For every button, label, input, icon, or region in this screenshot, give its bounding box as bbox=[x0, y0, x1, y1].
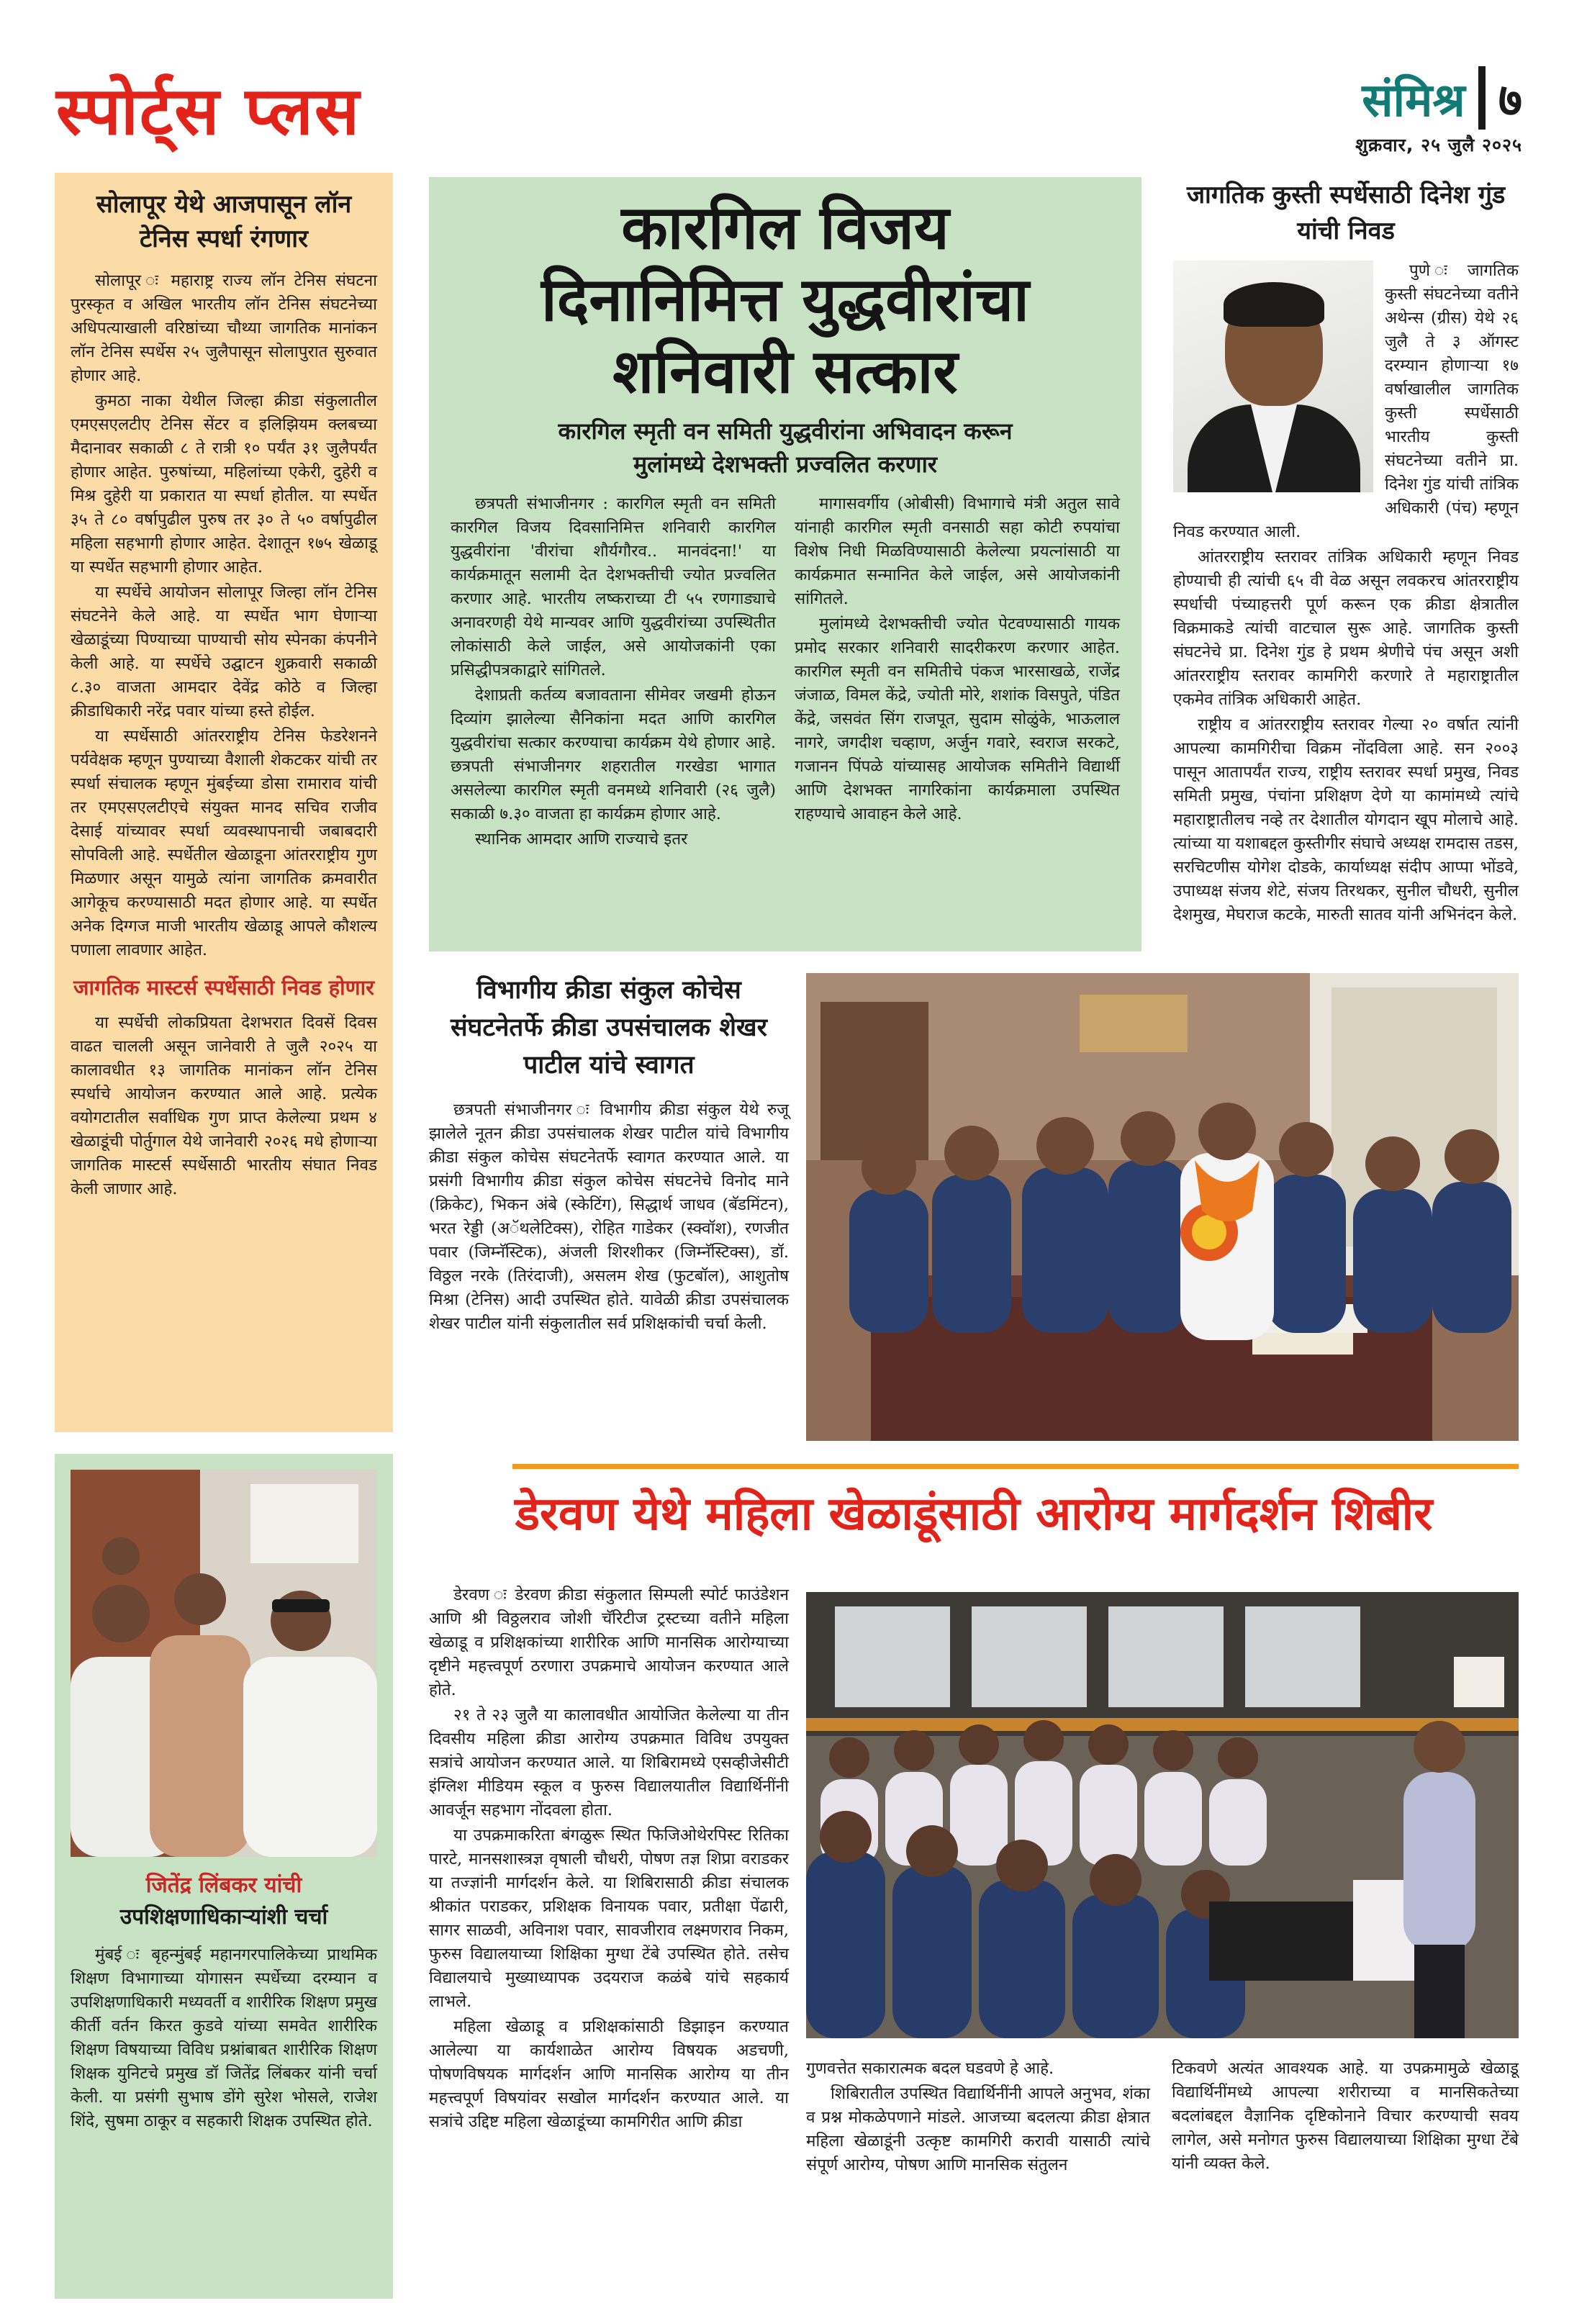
paragraph: महिला खेळाडू व प्रशिक्षकांसाठी डिझाइन करण्यात आलेल्या या कार्यशाळेत आरोग्य विषयक अडचणी, पोषणविषयक मार्गदर्शन आणि मानसिक आरोग्य या तीन महत्त्वपूर्ण विषयांवर सखोल मार्गदर्शन करण्यात आले. या सत्रांचे उद्दिष्ट महिला खेळाडूंच्या कामगिरीत आणि क्रीडा bbox=[429, 2017, 789, 2131]
dateline: शुक्रवार, २५ जुलै २०२५ bbox=[1355, 135, 1522, 155]
coaches-welcome-photo bbox=[806, 973, 1519, 1441]
paragraph: देशाप्रती कर्तव्य बजावताना सीमेवर जखमी होऊन दिव्यांग झालेल्या सैनिकांना मदत आणि कारगिल युद्धवीरांचा सत्कार करण्याचा कार्यक्रम येथे होणार आहे. छत्रपती संभाजीनगर शहरातील गरखेडा भागात असलेल्या कारगिल स्मृती वनमध्ये शनिवारी (२६ जुलै) सकाळी ७.३० वाजता हा कार्यक्रम होणार आहे. bbox=[451, 686, 776, 823]
tennis-body bbox=[71, 269, 377, 962]
coaches-body bbox=[429, 1098, 789, 1336]
derwan-column-1 bbox=[429, 1583, 789, 2303]
paragraph: आंतरराष्ट्रीय स्तरावर तांत्रिक अधिकारी म्हणून निवड होण्याची ही त्यांची ६५ वी वेळ असून लवकरच आंतरराष्ट्रीय स्पर्धाची पंच्याहत्तरी पूर्ण करून एक क्रीडा क्षेत्रातील विक्रमाकडे त्यांची वाटचाल सुरू आहे. जागतिक कुस्ती संघटनेचे प्रा. दिनेश गुंड हे प्रथम श्रेणीचे पंच असून अशी आंतरराष्ट्रीय स्तरावर कामगिरी करणारे ते महाराष्ट्रातील एकमेव तांत्रिक अधिकारी आहेत. bbox=[1173, 548, 1519, 709]
headline-line: दिनानिमित्त युद्धवीरांचा bbox=[541, 264, 1029, 335]
paragraph: स्थानिक आमदार आणि राज्याचे इतर bbox=[475, 830, 688, 849]
tennis-subheading: जागतिक मास्टर्स स्पर्धेसाठी निवड होणार bbox=[73, 975, 374, 1000]
paragraph: गुणवत्तेत सकारात्मक बदल घडवणे हे आहे. bbox=[806, 2059, 1054, 2078]
limbkar-article bbox=[55, 1454, 393, 2299]
kargil-columns bbox=[451, 492, 1120, 853]
coaches-photo-illustration bbox=[806, 973, 1519, 1441]
derwan-column-2 bbox=[806, 2057, 1150, 2179]
paragraph: मुलांमध्ये देशभक्तीची ज्योत पेटवण्यासाठी गायक प्रमोद सरकार शनिवारी सादरीकरण करणार आहेत. कारगिल स्मृती वन समितीचे पंकज भारसाखळे, राजेंद्र जंजाळ, विमल केंद्रे, ज्योती मोरे, शशांक विसपुते, पंडित केंद्रे, जसवंत सिंग राजपूत, सुदाम सोळुंके, भाऊलाल नागरे, जगदीश चव्हाण, अर्जुन गवारे, स्वराज सरकटे, गजानन पिंपळे यांच्यासह आयोजक समितीने विद्यार्थी आणि देशभक्त नागरिकांना कार्यक्रमाला उपस्थित राहण्याचे आवाहन केले आहे. bbox=[795, 615, 1120, 823]
paragraph: टिकवणे अत्यंत आवश्यक आहे. या उपक्रमामुळे खेळाडू विद्यार्थिनींमध्ये आपल्या शरीराच्या व मानसिकतेच्या बदलांबद्दल वैज्ञानिक दृष्टिकोनाने विचार करण्याची सवय लागेल, असे मनोगत फुरुस विद्यालयाच्या शिक्षिका मुग्धा टेंबे यांनी व्यक्त केले. bbox=[1172, 2059, 1519, 2173]
derwan-headline: डेरवण येथे महिला खेळाडूंसाठी आरोग्य मार्गदर्शन शिबीर bbox=[515, 1488, 1433, 1541]
subheadline-line: मुलांमध्ये देशभक्ती प्रज्वलित करणार bbox=[633, 451, 937, 478]
tennis-article bbox=[55, 173, 393, 1432]
paragraph: मागासवर्गीय (ओबीसी) विभागाचे मंत्री अतुल सावे यांनाही कारगिल स्मृती वनसाठी सहा कोटी रुपयांचा विशेष निधी मिळविण्यासाठी केलेल्या प्रयत्नांसाठी या कार्यक्रमात सन्मानित केले जाईल, असे आयोजकांनी सांगितले. bbox=[795, 494, 1120, 608]
paragraph: कुमठा नाका येथील जिल्हा क्रीडा संकुलातील एमएसएलटीए टेनिस सेंटर व इलिझियम क्लबच्या मैदानावर सकाळी ८ ते रात्री १० पर्यंत ३१ जुलैपर्यंत होणार आहेत. पुरुषांच्या, महिलांच्या एकेरी, दुहेरी व मिश्र दुहेरी या प्रकारात या स्पर्धा होतील. या स्पर्धेत ३५ ते ८० वर्षापुढील पुरुष तर ३० ते ५० वर्षापुढील महिला सहभागी होणार आहेत. देशातून १७५ खेळाडू या स्पर्धेत सहभागी होणार आहेत. bbox=[71, 392, 377, 577]
paragraph: डेरवण ः डेरवण क्रीडा संकुलात सिम्पली स्पोर्ट फाउंडेशन आणि श्री विठ्ठलराव जोशी चॅरिटीज ट्रस्टच्या वतीने महिला खेळाडू व प्रशिक्षकांच्या शारीरिक आणि मानसिक आरोग्याच्या दृष्टीने महत्त्वपूर्ण ठरणारा उपक्रमाचे आयोजन करण्यात आले होते. bbox=[429, 1586, 789, 1699]
coaches-headline: विभागीय क्रीडा संकुल कोचेस संघटनेतर्फे क्रीडा उपसंचालक शेखर पाटील यांचे स्वागत bbox=[450, 976, 767, 1080]
headline-line: कारगिल विजय bbox=[621, 192, 949, 263]
derwan-camp-photo bbox=[806, 1592, 1519, 2038]
masthead-title: स्पोर्ट्स प्लस bbox=[56, 73, 361, 150]
kargil-headline bbox=[451, 191, 1120, 407]
wrestling-headline: जागतिक कुस्ती स्पर्धेसाठी दिनेश गुंड यांची निवड bbox=[1186, 181, 1506, 245]
section-divider-rule bbox=[512, 1464, 1519, 1469]
paragraph: पुणे ः जागतिक कुस्ती संघटनेच्या वतीने अथेन्स (ग्रीस) येथे २६ जुलै ते ३ ऑगस्ट दरम्यान होणाऱ्या १७ वर्षाखालील जागतिक कुस्ती स्पर्धेसाठी भारतीय कुस्ती संघटनेच्या वतीने प्रा. दिनेश गुंड यांची तांत्रिक अधिकारी (पंच) म्हणून निवड करण्यात आली. bbox=[1173, 261, 1519, 541]
tennis-sub-body bbox=[71, 1011, 377, 1201]
paragraph: सोलापूर ः महाराष्ट्र राज्य लॉन टेनिस संघटना पुरस्कृत व अखिल भारतीय लॉन टेनिस संघटनेच्या अधिपत्याखाली वरिष्ठांच्या चौथ्या जागतिक मानांकन लॉन टेनिस स्पर्धेस २५ जुलैपासून सोलापुरात सुरुवात होणार आहे. bbox=[71, 271, 377, 385]
limbkar-headline bbox=[71, 1870, 377, 1933]
tennis-headline: सोलापूर येथे आजपासून लॉन टेनिस स्पर्धा रंगणार bbox=[96, 190, 352, 253]
paragraph: राष्ट्रीय व आंतरराष्ट्रीय स्तरावर गेल्या २० वर्षात त्यांनी आपल्या कामगिरीचा विक्रम नोंदविला आहे. सन २००३ पासून आतापर्यंत राज्य, राष्ट्रीय स्तरावर स्पर्धा प्रमुख, निवड समिती प्रमुख, पंचांना प्रशिक्षण देणे या कामांमध्ये त्यांचे महाराष्ट्रातीलच नव्हे तर देशातील योगदान खूप मोलाचे आहे. त्यांच्या या यशाबद्दल कुस्तीगीर संघाचे अध्यक्ष रामदास तडस, सरचिटणीस योगेश दोडके, कार्याध्यक्ष संदीप आप्पा भोंडवे, उपाध्यक्ष संजय शेटे, संजय तिरथकर, सुनील चौधरी, सुनील देशमुख, मेघराज कटके, मारुती सातव यांनी अभिनंदन केले. bbox=[1173, 715, 1519, 924]
derwan-photo-illustration bbox=[806, 1592, 1519, 2038]
kargil-subheadline bbox=[451, 415, 1120, 481]
dinesh-gund-photo bbox=[1173, 261, 1373, 492]
limbkar-headline-line-1: जितेंद्र लिंबकर यांची bbox=[145, 1873, 302, 1898]
kargil-column-2 bbox=[795, 492, 1120, 853]
headline-line: शनिवारी सत्कार bbox=[612, 336, 958, 407]
section-name: संमिश्र bbox=[1362, 73, 1465, 127]
kargil-article bbox=[429, 177, 1141, 951]
wrestling-article bbox=[1173, 177, 1519, 983]
paragraph: छत्रपती संभाजीनगर : कारगिल स्मृती वन समिती कारगिल विजय दिवसानिमित्त शनिवारी कारगिल युद्धवीरांना 'वीरांचा शौर्यगौरव.. मानवंदना!' या कार्यक्रमातून सलामी देत देशभक्तीची ज्योत प्रज्वलित करणार आहे. भारतीय लष्कराच्या टी ५५ रणगाड्याचे अनावरणही येथे मान्यवर आणि युद्धवीरांच्या उपस्थितीत लोकांसाठी केले जाईल, असे आयोजकांनी एका प्रसिद्धीपत्रकाद्वारे सांगितले. bbox=[451, 494, 776, 679]
subheadline-line: कारगिल स्मृती वन समिती युद्धवीरांना अभिवादन करून bbox=[558, 417, 1013, 445]
paragraph: मुंबई ः बृहन्मुंबई महानगरपालिकेच्या प्राथमिक शिक्षण विभागाच्या योगासन स्पर्धेच्या दरम्यान व उपशिक्षणाधिकारी मध्यवर्ती व शारीरिक शिक्षण प्रमुख कीर्ती वर्तन किरत कुडवे यांच्या समवेत शारीरिक शिक्षण विषयाच्या विविध प्रश्नांबाबत शारीरिक शिक्षण शिक्षक युनिटचे प्रमुख डॉ जितेंद्र लिंबकर यांनी चर्चा केली. या प्रसंगी सुभाष डोंगे सुरेश भोसले, राजेश शिंदे, सुषमा ठाकूर व सहकारी शिक्षक उपस्थित होते. bbox=[71, 1945, 377, 2130]
paragraph: या स्पर्धेसाठी आंतरराष्ट्रीय टेनिस फेडरेशनने पर्यवेक्षक म्हणून पुण्याच्या वैशाली शेकटकर यांची तर स्पर्धा संचालक म्हणून मुंबईच्या डोसा रामाराव यांची तर एमएसएलटीएचे संयुक्त मानद सचिव राजीव देसाई यांच्यावर स्पर्धा व्यवस्थापनाची जबाबदारी सोपविली आहे. स्पर्धेतील खेळाडूना आंतरराष्ट्रीय गुण मिळणार असून यामुळे त्यांना जागतिक क्रमवारीत आगेकूच करण्यासाठी मदत होणार आहे. या स्पर्धेत अनेक दिग्गज माजी भारतीय खेळाडू आपले कौशल्य पणाला लावणार आहेत. bbox=[71, 727, 377, 959]
limbkar-meeting-photo bbox=[71, 1470, 377, 1857]
limbkar-body bbox=[71, 1943, 377, 2133]
derwan-column-3 bbox=[1172, 2057, 1519, 2177]
page-number: ७ bbox=[1498, 73, 1522, 127]
kargil-column-1 bbox=[451, 492, 776, 853]
paragraph: या स्पर्धेची लोकप्रियता देशभरात दिवसें दिवस वाढत चालली असून जानेवारी ते जुलै २०२५ या कालावधीत १३ जागतिक मानांकन लॉन टेनिस स्पर्धाचे आयोजन करण्यात आले आहे. प्रत्येक वयोगटातील सर्वाधिक गुण प्राप्त केलेल्या प्रथम ४ खेळाडूंची पोर्तुगाल येथे जानेवारी २०२६ मधे होणाऱ्या जागतिक मास्टर्स स्पर्धेसाठी भारतीय संघात निवड केली जाणार आहे. bbox=[71, 1013, 377, 1198]
coaches-article bbox=[429, 972, 789, 1447]
paragraph: या उपक्रमाकरिता बंगळुरू स्थित फिजिओथेरपिस्ट रितिका पारटे, मानसशास्त्रज्ञ वृषाली चौधरी, पोषण तज्ञ शिप्रा वराडकर या तज्ज्ञांनी मार्गदर्शन केले. या शिबिरासाठी क्रीडा संचालक श्रीकांत पराडकर, प्रशिक्षक विनायक पवार, प्रतीक्षा पेंढारी, सागर साळवी, अविनाश पवार, सावजीराव लक्ष्मणराव निकम, फुरुस विद्यालयाच्या शिक्षिका मुग्धा टेंबे उपस्थित होते. तसेच विद्यालयाचे मुख्याध्यापक उदयराज कळंबे यांचे सहकार्य लाभले. bbox=[429, 1826, 789, 2011]
paragraph: शिबिरातील उपस्थित विद्यार्थिनींनी आपले अनुभव, शंका व प्रश्न मोकळेपणाने मांडले. आजच्या बदलत्या क्रीडा क्षेत्रात महिला खेळाडूंनी उत्कृष्ट कामगिरी करावी यासाठी त्यांचे संपूर्ण आरोग्य, पोषण आणि मानसिक संतुलन bbox=[806, 2084, 1150, 2174]
paragraph: या स्पर्धेचे आयोजन सोलापूर जिल्हा लॉन टेनिस संघटनेने केले आहे. या स्पर्धेत भाग घेणाऱ्या खेळाडूंच्या पिण्याच्या पाण्याची सोय स्पेनका कंपनीने केली आहे. या स्पर्धेचे उद्घाटन शुक्रवारी सकाळी ८.३० वाजता आमदार देवेंद्र कोठे व जिल्हा क्रीडाधिकारी नरेंद्र पवार यांच्या हस्ते होईल. bbox=[71, 583, 377, 720]
photo-hair-shape bbox=[1224, 282, 1324, 327]
section-divider bbox=[1478, 66, 1486, 130]
limbkar-photo-illustration bbox=[71, 1470, 377, 1857]
paragraph: छत्रपती संभाजीनगर ः विभागीय क्रीडा संकुल येथे रुजू झालेले नूतन क्रीडा उपसंचालक शेखर पाटील यांचे विभागीय क्रीडा संकुल कोचेस संघटनेतर्फे स्वागत करण्यात आले. या प्रसंगी विभागीय क्रीडा संकुल कोचेस संघटनेचे विनोद माने (क्रिकेट), भिकन अंबे (स्केटिंग), सिद्धार्थ जाधव (बॅडमिंटन), भरत रेड्डी (अॅथलेटिक्स), रोहित गाडेकर (स्क्वॉश), रणजीत पवार (जिम्नॅस्टिक), अंजली शिरशीकर (जिम्नॅस्टिक्स), डॉ. विठ्ठल नरके (तिरंदाजी), असलम शेख (फुटबॉल), आशुतोष मिश्रा (टेनिस) आदी उपस्थित होते. यावेळी क्रीडा उपसंचालक शेखर पाटील यांनी संकुलातील सर्व प्रशिक्षकांची चर्चा केली. bbox=[429, 1100, 789, 1333]
limbkar-headline-line-2: उपशिक्षणाधिकाऱ्यांशी चर्चा bbox=[119, 1904, 328, 1930]
paragraph: २१ ते २३ जुलै या कालावधीत आयोजित केलेल्या या तीन दिवसीय महिला क्रीडा आरोग्य उपक्रमात विविध उपयुक्त सत्रांचे आयोजन करण्यात आले. या शिबिरामध्ये एसव्हीजेसीटी इंग्लिश मीडियम स्कूल व फुरुस विद्यालयातील विद्यार्थिनींनी आवर्जून सहभाग नोंदवला होता. bbox=[429, 1706, 789, 1819]
section-header bbox=[1362, 66, 1522, 130]
